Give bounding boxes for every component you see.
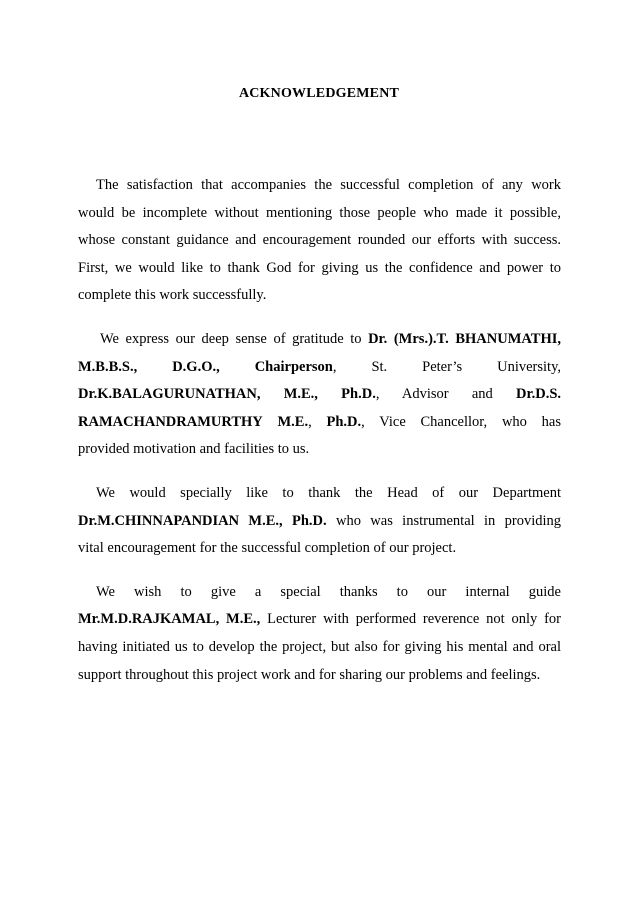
punctuation: , [332, 358, 337, 375]
text-span: Lecturer with performed reverence not only for [260, 611, 561, 628]
text-line [78, 508, 561, 536]
person-name: Dr.D.S. [516, 386, 562, 403]
text-span: Chancellor, [420, 413, 488, 430]
text-span: who was instrumental in providing [326, 512, 562, 529]
text-span: Peter’s [422, 358, 463, 375]
text-line [78, 354, 561, 382]
punctuation: , [361, 413, 365, 430]
degree: Ph.D. [326, 413, 362, 430]
text-span: University, [497, 358, 562, 375]
text-line [78, 381, 561, 409]
person-name: Mr.M.D.RAJKAMAL, M.E., [78, 611, 261, 628]
text-line: complete this work successfully. [78, 287, 267, 304]
person-name: RAMACHANDRAMURTHY [78, 413, 263, 430]
text-span: Advisor [401, 386, 449, 403]
text-line: The satisfaction that accompanies the successful completion of any work [96, 177, 561, 193]
page-title: ACKNOWLEDGEMENT [238, 86, 400, 101]
degree: M.B.B.S., [78, 358, 138, 375]
text-span: Vice [379, 413, 406, 430]
text-line [78, 409, 561, 437]
text-line: vital encouragement for the successful completion of our project. [78, 540, 457, 557]
text-line: We would specially like to thank the Head of our Department [96, 484, 561, 501]
text-line [78, 326, 561, 354]
person-name: Dr.M.CHINNAPANDIAN M.E., Ph.D. [78, 512, 327, 529]
degree: M.E. [277, 413, 309, 430]
text-span: who [501, 413, 527, 430]
text-line: provided motivation and facilities to us. [78, 441, 310, 458]
text-span: has [541, 413, 562, 430]
degree: Ph.D. [341, 386, 376, 403]
degree: D.G.O., [172, 358, 220, 375]
text-span: St. [371, 358, 388, 375]
text-line: having initiated us to develop the project, but also for giving his mental and oral [78, 638, 561, 655]
person-name: Dr.K.BALAGURUNATHAN, [78, 386, 261, 403]
person-name: Dr. (Mrs.).T. BHANUMATHI, [368, 330, 561, 347]
role: Chairperson [254, 358, 333, 375]
text-span: and [471, 386, 493, 403]
text-line: support throughout this project work and for sharing our problems and feelings. [78, 666, 541, 683]
paragraph-internal-guide [78, 579, 561, 689]
acknowledgement-body [78, 172, 561, 689]
text-line: We wish to give a special thanks to our internal guide [96, 583, 561, 600]
punctuation: , [308, 413, 312, 430]
degree: M.E., [283, 386, 318, 403]
text-line [78, 606, 561, 634]
text-line: First, we would like to thank God for giving us the confidence and power to [78, 259, 561, 276]
paragraph-head-of-department [78, 480, 561, 563]
paragraph-gratitude [78, 326, 561, 464]
text-line: would be incomplete without mentioning those people who made it possible, [78, 204, 561, 221]
text-span: We express our deep sense of gratitude to [100, 330, 369, 347]
paragraph-satisfaction [78, 172, 561, 310]
text-line: whose constant guidance and encouragement rounded our efforts with success. [78, 232, 561, 249]
punctuation: , [375, 386, 380, 403]
